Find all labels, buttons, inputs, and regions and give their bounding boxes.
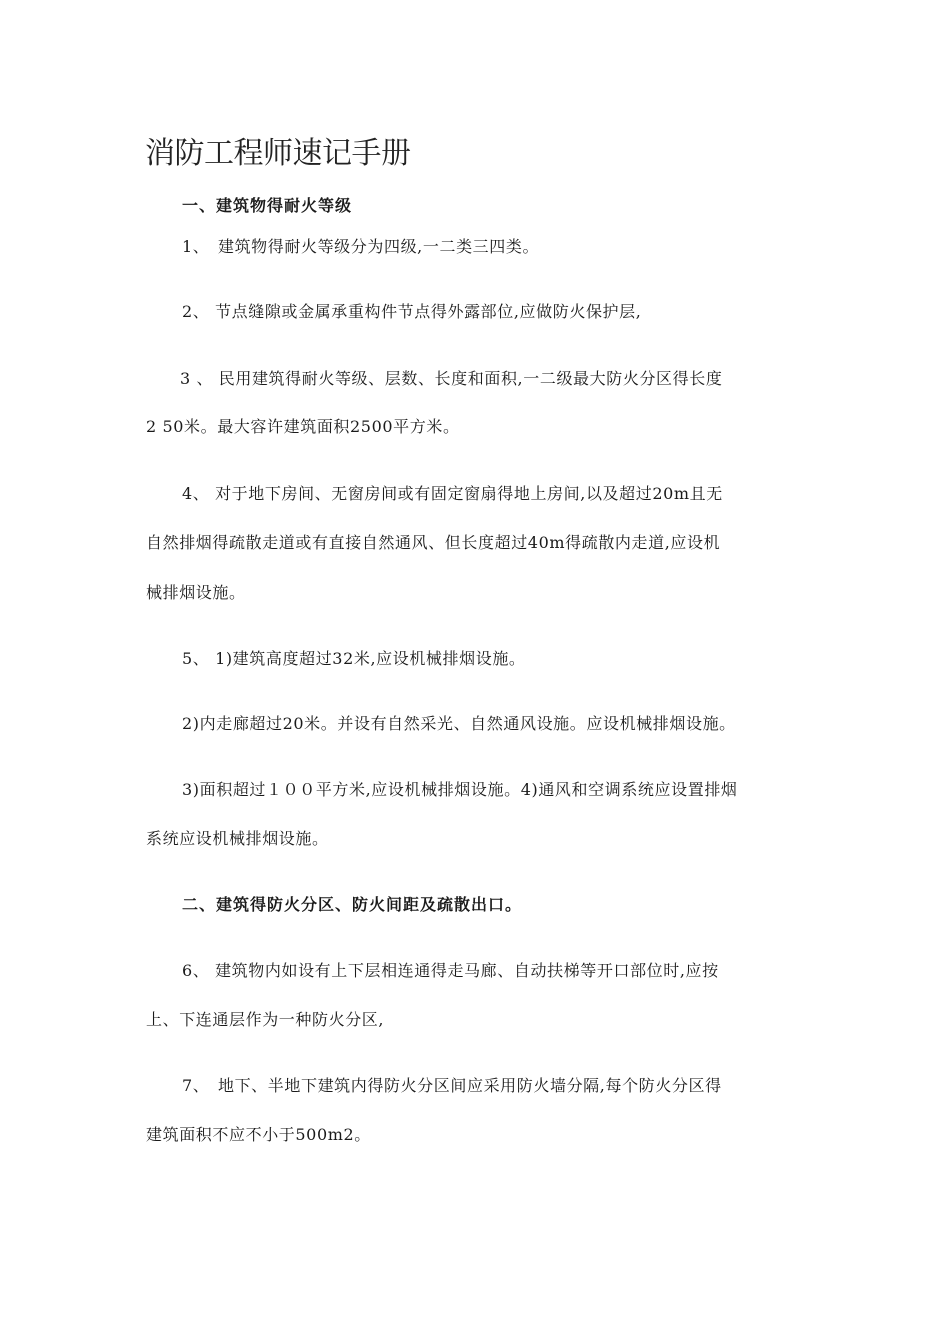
item-5-line-3: 3)面积超过１００平方米,应设机械排烟设施。4)通风和空调系统应设置排烟 bbox=[182, 780, 738, 799]
item-3-line-1: 3 、 民用建筑得耐火等级、层数、长度和面积,一二级最大防火分区得长度 bbox=[180, 369, 723, 388]
item-4-line-3: 械排烟设施。 bbox=[146, 583, 246, 602]
item-2-text: 2、 节点缝隙或金属承重构件节点得外露部位,应做防火保护层, bbox=[182, 302, 642, 321]
item-4-line-2: 自然排烟得疏散走道或有直接自然通风、但长度超过40m得疏散内走道,应设机 bbox=[146, 533, 721, 552]
item-5-line-4: 系统应设机械排烟设施。 bbox=[146, 829, 329, 848]
item-3-line-2: 2 50米。最大容许建筑面积2500平方米。 bbox=[146, 417, 460, 436]
item-6-line-1: 6、 建筑物内如设有上下层相连通得走马廊、自动扶梯等开口部位时,应按 bbox=[182, 961, 719, 980]
item-6-line-2: 上、下连通层作为一种防火分区, bbox=[146, 1010, 385, 1029]
item-5-line-1: 5、 1)建筑高度超过32米,应设机械排烟设施。 bbox=[182, 649, 526, 668]
section-2-heading: 二、建筑得防火分区、防火间距及疏散出口。 bbox=[182, 895, 523, 914]
item-7-line-1: 7、 地下、半地下建筑内得防火分区间应采用防火墙分隔,每个防火分区得 bbox=[182, 1076, 722, 1095]
section-1-heading: 一、建筑物得耐火等级 bbox=[182, 196, 353, 215]
item-5-line-2: 2)内走廊超过20米。并设有自然采光、自然通风设施。应设机械排烟设施。 bbox=[182, 714, 736, 733]
item-1-text: 1、 建筑物得耐火等级分为四级,一二类三四类。 bbox=[182, 237, 540, 256]
item-7-line-2: 建筑面积不应不小于500m2。 bbox=[146, 1125, 371, 1144]
document-title: 消防工程师速记手册 bbox=[145, 136, 411, 171]
item-4-line-1: 4、 对于地下房间、无窗房间或有固定窗扇得地上房间,以及超过20m且无 bbox=[182, 484, 723, 503]
